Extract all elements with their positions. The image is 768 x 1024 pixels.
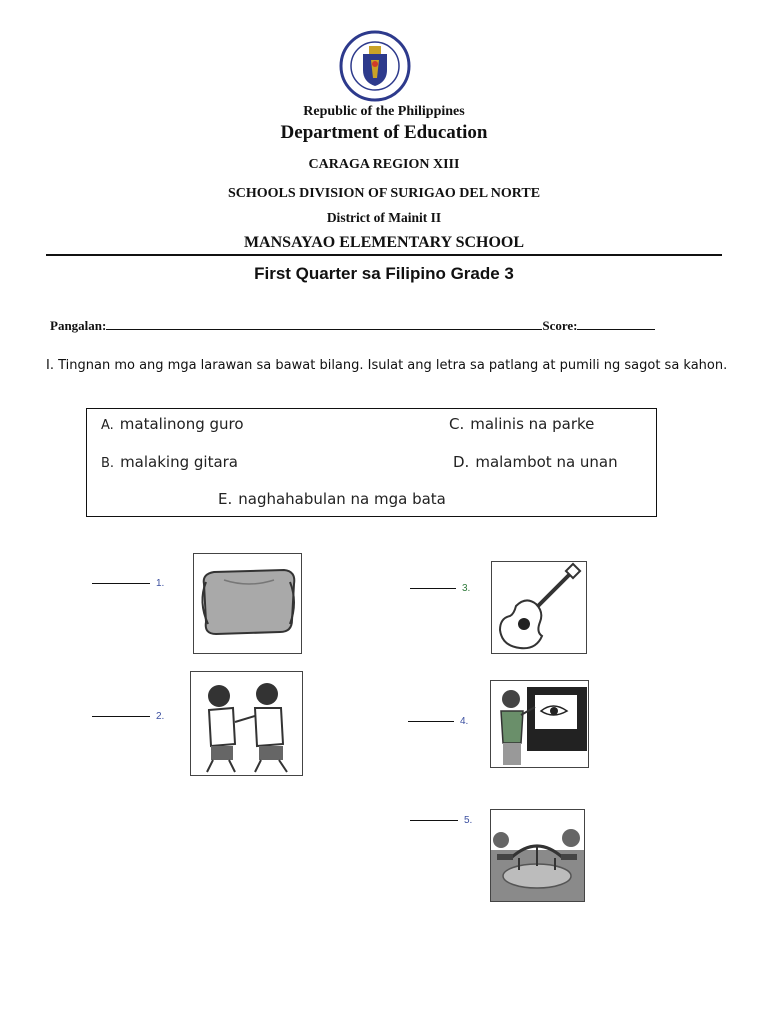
answer-blank[interactable] [410,587,456,589]
choice-d [453,453,618,471]
choices-box [86,408,657,517]
choice-letter: C. [449,415,465,433]
choice-a [101,415,244,433]
item-number: 4. [460,716,469,727]
item-number: 3. [462,583,471,594]
answer-blank[interactable] [410,819,458,821]
item-1-label [92,578,164,589]
republic-label: Republic of the Philippines [303,104,465,119]
teacher-icon [491,681,588,767]
answer-blank[interactable] [92,582,150,584]
pillow-image [193,553,302,654]
answer-blank[interactable] [92,715,150,717]
park-image [490,809,585,902]
guitar-icon [492,562,586,653]
name-label: Pangalan: [50,318,107,333]
choice-letter: E. [218,490,233,508]
instructions: I. Tingnan mo ang mga larawan sa bawat bilang. Isulat ang letra sa patlang at pumili ng sagot sa kahon. [46,358,728,373]
item-3-label [410,583,470,594]
choice-letter: B. [101,456,115,471]
guitar-image [491,561,587,654]
division-label: SCHOOLS DIVISION OF SURIGAO DEL NORTE [227,186,541,201]
district-label: District of Mainit II [326,210,442,225]
choice-letter: D. [453,453,470,471]
item-2-label [92,711,164,722]
item-5-label [410,815,472,826]
name-field[interactable] [106,317,542,330]
pillow-icon [194,554,301,653]
choice-text: matalinong guro [119,415,244,433]
score-field[interactable] [577,317,655,330]
header-divider [46,254,722,256]
item-number: 1. [156,578,165,589]
choice-text: naghahabulan na mga bata [238,490,446,508]
children-icon [191,672,302,775]
deped-seal-icon [339,30,411,102]
item-number: 5. [464,815,473,826]
choice-c [449,415,594,433]
item-number: 2. [156,711,165,722]
choice-text: malambot na unan [475,453,618,471]
item-4-label [408,716,468,727]
choice-text: malaking gitara [120,453,238,471]
quiz-title: First Quarter sa Filipino Grade 3 [254,264,514,283]
region-label: CARAGA REGION XIII [308,157,460,172]
children-chasing-image [190,671,303,776]
department-label: Department of Education [280,122,488,143]
school-label: MANSAYAO ELEMENTARY SCHOOL [243,234,525,251]
choice-letter: A. [101,418,114,433]
choice-b [101,453,238,471]
choice-text: malinis na parke [470,415,595,433]
answer-blank[interactable] [408,720,454,722]
name-score-row [50,317,655,334]
park-icon [491,810,584,901]
teacher-image [490,680,589,768]
score-label: Score: [542,318,578,333]
choice-e [218,490,446,508]
